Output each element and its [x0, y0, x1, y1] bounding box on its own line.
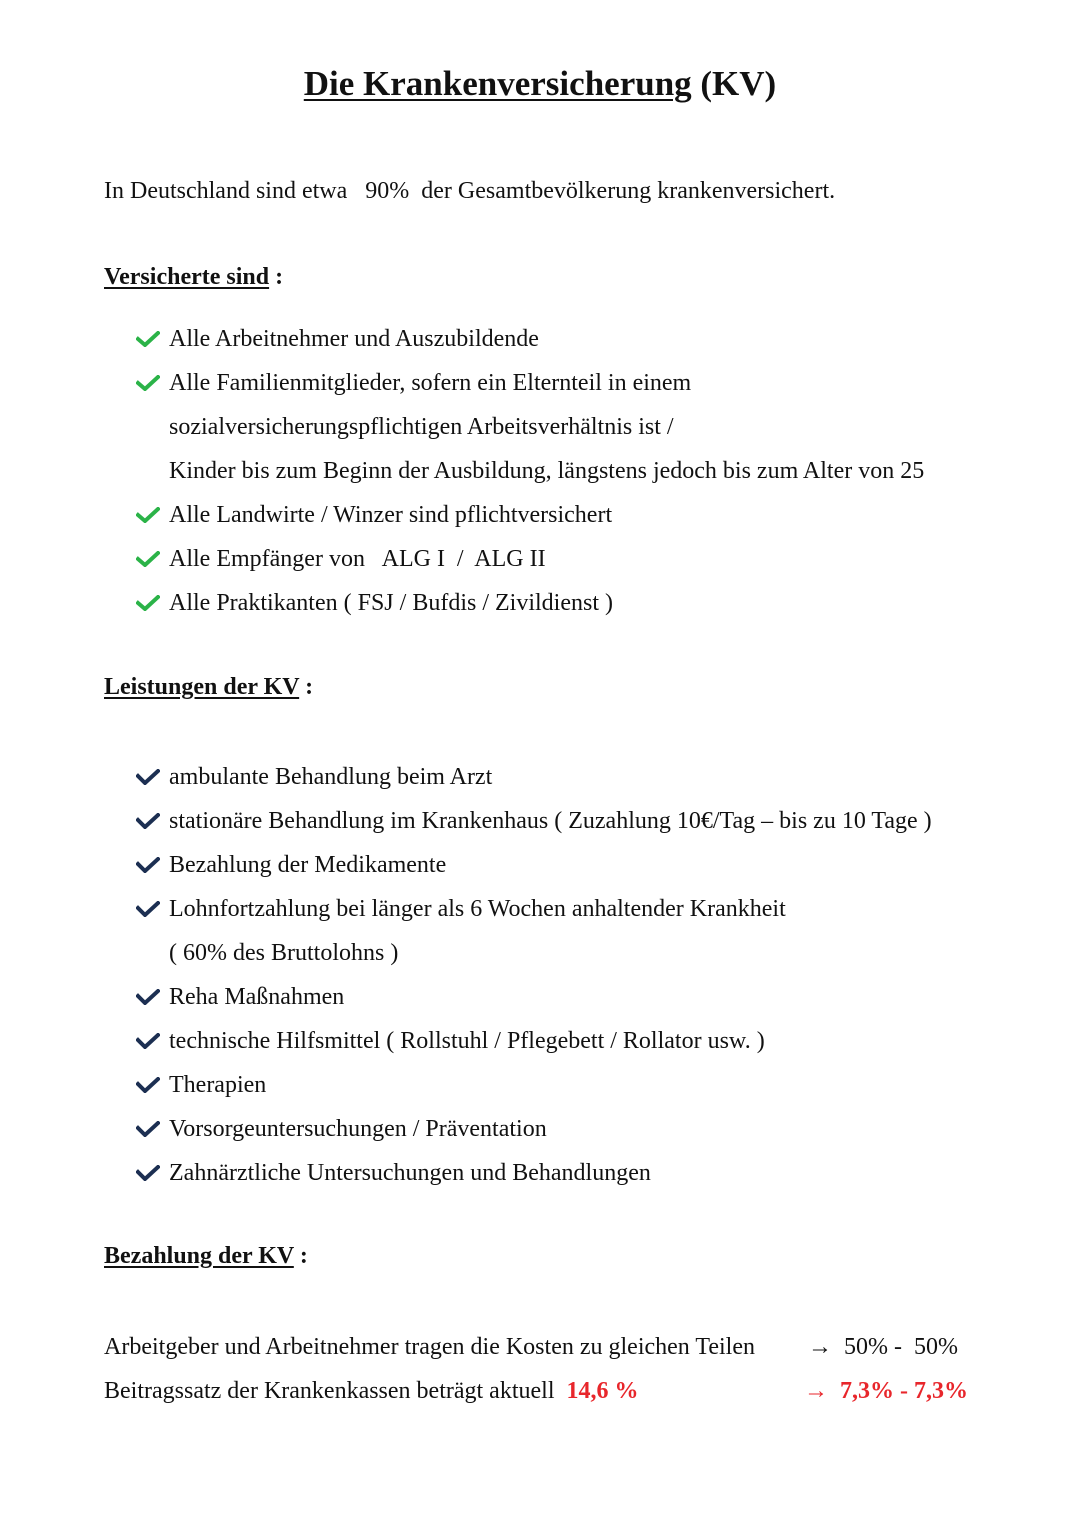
list-item: [136, 1063, 398, 1107]
check-icon: [136, 1033, 160, 1049]
payment-heading: [104, 1243, 308, 1270]
list-item: [136, 361, 924, 405]
insured-heading-text: Versicherte sind: [104, 264, 270, 290]
list-item: [136, 755, 493, 799]
list-item-text: Alle Familienmitglieder, sofern ein Elternteil in einem: [169, 370, 692, 396]
page-title: [0, 64, 1080, 104]
check-icon: [136, 375, 160, 391]
list-item: [136, 975, 398, 1019]
list-item: [136, 843, 447, 887]
intro-text: [104, 178, 835, 205]
list-item-continuation: ( 60% des Bruttolohns ): [169, 940, 399, 966]
list-item: [136, 1151, 651, 1195]
list-item-text: ambulante Behandlung beim Arzt: [169, 764, 493, 790]
title-main: Die Krankenversicherung: [303, 64, 692, 103]
list-item-text: Alle Arbeitnehmer und Auszubildende: [169, 326, 539, 352]
title-suffix: (KV): [691, 64, 777, 103]
check-icon: [136, 1165, 160, 1181]
payment-split-2: [804, 1369, 968, 1413]
list-item-text: stationäre Behandlung im Krankenhaus ( Zuzahlung 10€/Tag – bis zu 10 Tage ): [169, 808, 932, 834]
list-item: [136, 887, 786, 931]
list-item-text: Zahnärztliche Untersuchungen und Behandlungen: [169, 1160, 651, 1186]
contribution-rate: 14,6 %: [566, 1378, 639, 1404]
list-item: [136, 317, 924, 361]
arrow-right-icon: →: [804, 1378, 828, 1404]
intro-percent: 90%: [365, 178, 410, 204]
intro-part2: der Gesamtbevölkerung krankenversichert.: [421, 178, 836, 204]
check-icon: [136, 813, 160, 829]
list-item-text: Bezahlung der Medikamente: [169, 852, 447, 878]
services-heading-text: Leistungen der KV: [104, 674, 300, 700]
list-item-text: Reha Maßnahmen: [169, 984, 345, 1010]
payment-heading-colon: :: [293, 1243, 308, 1269]
list-item-text: technische Hilfsmittel ( Rollstuhl / Pflegebett / Rollator usw. ): [169, 1028, 765, 1054]
payment-line-2-text: Beitragssatz der Krankenkassen beträgt aktuell: [104, 1378, 555, 1404]
check-icon: [136, 769, 160, 785]
list-item: [136, 799, 932, 843]
insured-heading-colon: :: [269, 264, 284, 290]
list-item-continuation: Kinder bis zum Beginn der Ausbildung, längstens jedoch bis zum Alter von 25: [169, 458, 925, 484]
payment-line-2: [104, 1369, 639, 1413]
services-heading: [104, 674, 313, 701]
payment-heading-text: Bezahlung der KV: [104, 1243, 294, 1269]
list-item-text: Therapien: [169, 1072, 267, 1098]
list-item-continuation: sozialversicherungspflichtigen Arbeitsverhältnis ist /: [169, 414, 674, 440]
check-icon: [136, 1077, 160, 1093]
services-list: [136, 755, 932, 1195]
check-icon: [136, 1121, 160, 1137]
arrow-right-icon: →: [808, 1334, 832, 1360]
list-item: [136, 581, 924, 625]
list-item-text: Lohnfortzahlung bei länger als 6 Wochen anhaltender Krankheit: [169, 896, 786, 922]
insured-heading: [104, 264, 283, 291]
insured-list: [136, 317, 924, 625]
list-item: [136, 493, 924, 537]
list-item: [136, 1019, 765, 1063]
payment-split-2-value: 7,3% - 7,3%: [840, 1378, 968, 1404]
check-icon: [136, 595, 160, 611]
list-item-text: Alle Praktikanten ( FSJ / Bufdis / Zivildienst ): [169, 590, 613, 616]
list-item-text: Vorsorgeuntersuchungen / Präventation: [169, 1116, 547, 1142]
intro-part1: In Deutschland sind etwa: [104, 178, 348, 204]
check-icon: [136, 901, 160, 917]
payment-split-1: [808, 1325, 958, 1369]
list-item: [136, 537, 924, 581]
payment-line-1: Arbeitgeber und Arbeitnehmer tragen die Kosten zu gleichen Teilen: [104, 1334, 755, 1360]
check-icon: [136, 857, 160, 873]
services-heading-colon: :: [299, 674, 314, 700]
list-item-text: Alle Landwirte / Winzer sind pflichtversichert: [169, 502, 613, 528]
list-item-text: Alle Empfänger von ALG I / ALG II: [169, 546, 546, 572]
check-icon: [136, 551, 160, 567]
list-item: [136, 1107, 547, 1151]
check-icon: [136, 507, 160, 523]
check-icon: [136, 331, 160, 347]
check-icon: [136, 989, 160, 1005]
payment-split-1-value: 50% - 50%: [844, 1334, 958, 1360]
